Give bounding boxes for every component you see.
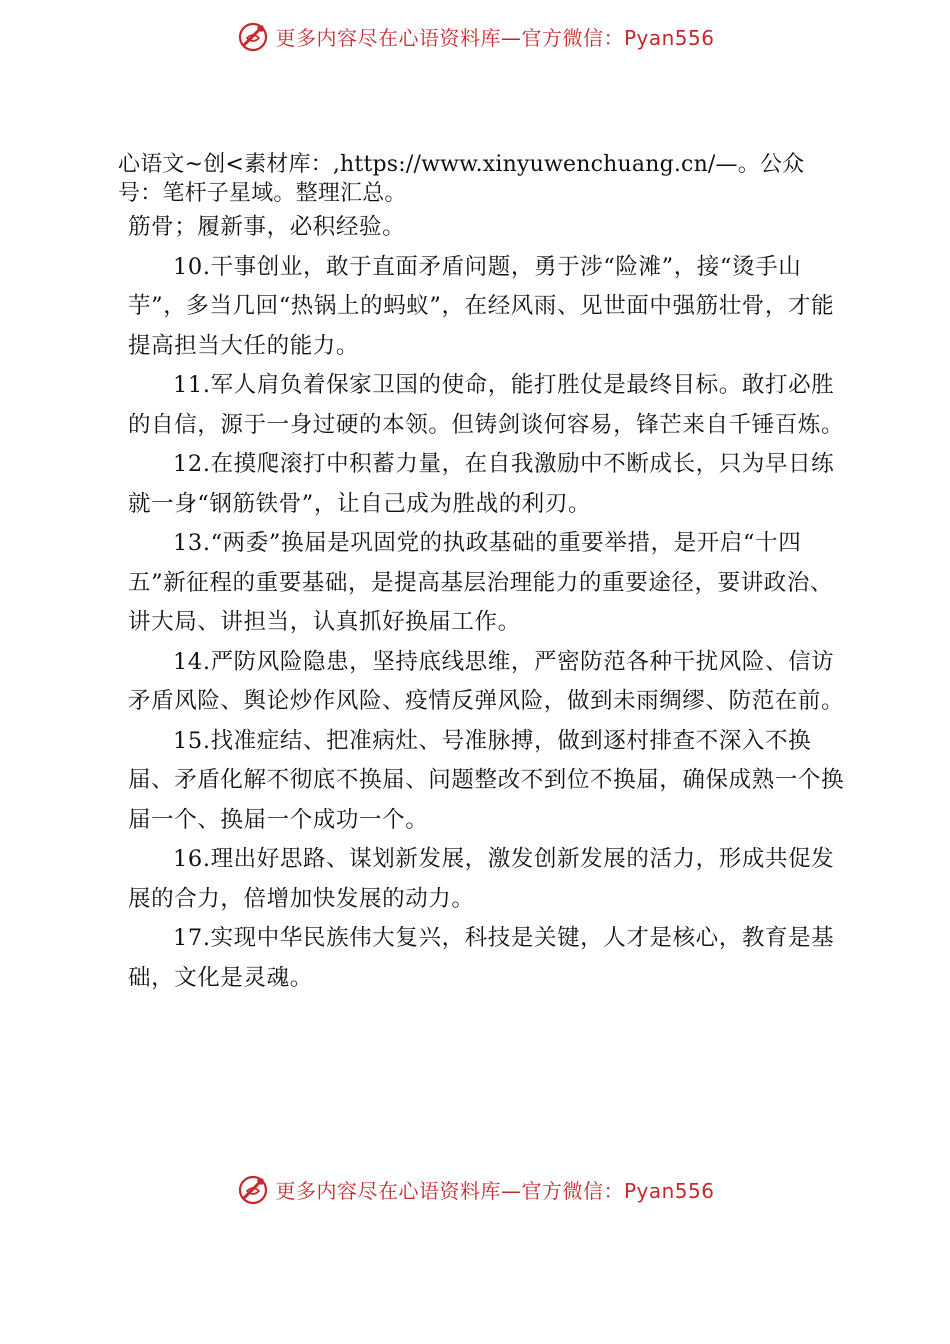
header-banner — [0, 16, 950, 56]
document-body — [118, 150, 848, 998]
paragraph-11: 11.军人肩负着保家卫国的使命，能打胜仗是最终目标。敢打必胜的自信，源于一身过硬的本领。但铸剑谈何容易，锋芒来自千锤百炼。 — [128, 372, 845, 438]
paragraph-10: 10.干事创业，敢于直面矛盾问题，勇于涉“险滩”，接“烫手山芋”，多当几回“热锅上的蚂蚁”，在经风雨、见世面中强筋壮骨，才能提高担当大任的能力。 — [128, 253, 835, 359]
footer-banner-text: 更多内容尽在心语资料库—官方微信：Pyan556 — [275, 1178, 715, 1203]
paragraph-14: 14.严防风险隐患，坚持底线思维，严密防范各种干扰风险、信访矛盾风险、舆论炒作风险、疫情反弹风险，做到未雨绸缪、防范在前。 — [128, 648, 845, 714]
source-notice: 心语文~创<素材库：,https://www.xinyuwenchuang.cn/—。公众号：笔杆子星域。整理汇总。 — [118, 152, 805, 206]
paragraph-15: 15.找准症结、把准病灶、号准脉搏，做到逐村排查不深入不换届、矛盾化解不彻底不换届、问题整改不到位不换届，确保成熟一个换届一个、换届一个成功一个。 — [128, 727, 845, 833]
header-banner-text: 更多内容尽在心语资料库—官方微信：Pyan556 — [275, 25, 715, 50]
footer-banner — [0, 1169, 950, 1209]
paragraph-17: 17.实现中华民族伟大复兴，科技是关键，人才是核心，教育是基础，文化是灵魂。 — [128, 925, 835, 991]
paragraph-12: 12.在摸爬滚打中积蓄力量，在自我激励中不断成长，只为早日练就一身“钢筋铁骨”，让自己成为胜战的利刃。 — [128, 451, 835, 517]
brand-logo-icon — [235, 1171, 271, 1207]
paragraph-16: 16.理出好思路、谋划新发展，激发创新发展的活力，形成共促发展的合力，倍增加快发展的动力。 — [128, 846, 835, 912]
paragraph-continuation: 筋骨；履新事，必积经验。 — [128, 214, 406, 240]
brand-logo-icon — [235, 18, 271, 54]
paragraph-13: 13.“两委”换届是巩固党的执政基础的重要举措，是开启“十四五”新征程的重要基础，是提高基层治理能力的重要途径，要讲政治、讲大局、讲担当，认真抓好换届工作。 — [128, 530, 834, 635]
